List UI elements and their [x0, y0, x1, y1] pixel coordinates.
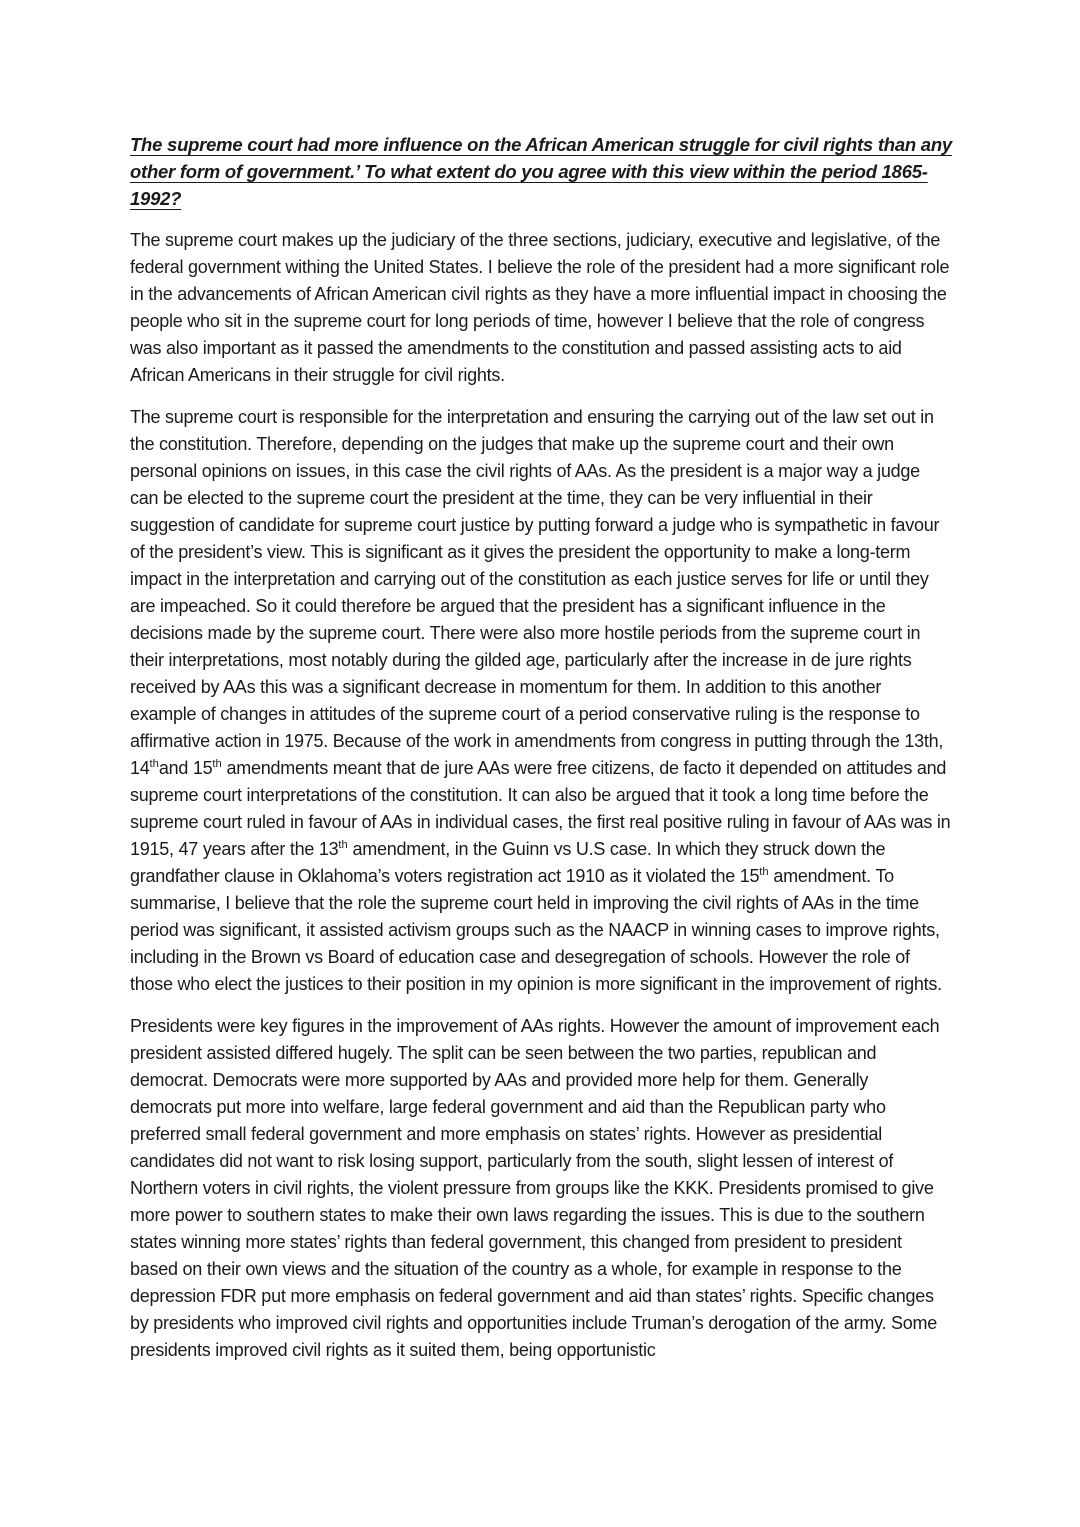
- paragraph-text: The supreme court makes up the judiciary of the three sections, judiciary, executive and legislative, of the federal government withing the United States. I believe the role of the president had a more significant role in the advancements of African American civil rights as they have a more influential impact in choosing the people who sit in the supreme court for long periods of time, however I believe that the role of congress was also important as it passed the amendments to the constitution and passed assisting acts to aid African Americans in their struggle for civil rights.: [130, 230, 950, 385]
- ordinal-superscript: th: [149, 758, 159, 770]
- paragraph-text: amendment, in the Guinn vs U.S case. In which they struck down the grandfather clause in Oklahoma’s voters registration act 1910 as it violated the 15: [130, 839, 886, 886]
- paragraph-text: The supreme court is responsible for the interpretation and ensuring the carrying out of the law set out in the constitution. Therefore, depending on the judges that make up the supreme court and their own personal opinions on issues, in this case the civil rights of AAs. As the president is a major way a judge can be elected to the supreme court the president at the time, they can be very influential in their suggestion of candidate for supreme court justice by putting forward a judge who is sympathetic in favour of the president’s view. This is significant as it gives the president the opportunity to make a long-term impact in the interpretation and carrying out of the constitution as each justice serves for life or until they are impeached. So it could therefore be argued that the president has a significant influence in the decisions made by the supreme court. There were also more hostile periods from the supreme court in their interpretations, most notably during the gilded age, particularly after the increase in de jure rights received by AAs this was a significant decrease in momentum for them. In addition to this another example of changes in attitudes of the supreme court of a period conservative ruling is the response to affirmative action in 1975. Because of the work in amendments from congress in putting through the 13th, 14: [130, 407, 944, 778]
- essay-title: The supreme court had more influence on the African American struggle for civil rights than any other form of government.’ To what extent do you agree with this view within the period 1865-1992?: [130, 134, 952, 209]
- essay-body: [130, 227, 952, 1364]
- presidents-paragraph: [130, 1013, 952, 1364]
- ordinal-superscript: th: [759, 866, 769, 878]
- ordinal-superscript: th: [338, 839, 348, 851]
- paragraph-text: and 15: [158, 758, 213, 778]
- paragraph-text: amendment. To summarise, I believe that the role the supreme court held in improving the civil rights of AAs in the time period was significant, it assisted activism groups such as the NAACP in winning cases to improve rights, including in the Brown vs Board of education case and desegregation of schools. However the role of those who elect the justices to their position in my opinion is more significant in the improvement of rights.: [130, 866, 942, 994]
- intro-paragraph: [130, 227, 952, 389]
- supreme-court-paragraph: [130, 404, 952, 998]
- ordinal-superscript: th: [212, 758, 222, 770]
- paragraph-text: amendments meant that de jure AAs were free citizens, de facto it depended on attitudes and supreme court interpretations of the constitution. It can also be argued that it took a long time before the supreme court ruled in favour of AAs in individual cases, the first real positive ruling in favour of AAs was in 1915, 47 years after the 13: [130, 758, 951, 859]
- paragraph-text: Presidents were key figures in the improvement of AAs rights. However the amount of improvement each president assisted differed hugely. The split can be seen between the two parties, republican and democrat. Democrats were more supported by AAs and provided more help for them. Generally democrats put more into welfare, large federal government and aid than the Republican party who preferred small federal government and more emphasis on states’ rights. However as presidential candidates did not want to risk losing support, particularly from the south, slight lessen of interest of Northern voters in civil rights, the violent pressure from groups like the KKK. Presidents promised to give more power to southern states to make their own laws regarding the issues. This is due to the southern states winning more states’ rights than federal government, this changed from president to president based on their own views and the situation of the country as a whole, for example in response to the depression FDR put more emphasis on federal government and aid than states’ rights. Specific changes by presidents who improved civil rights and opportunities include Truman’s derogation of the army. Some presidents improved civil rights as it suited them, being opportunistic: [130, 1016, 940, 1360]
